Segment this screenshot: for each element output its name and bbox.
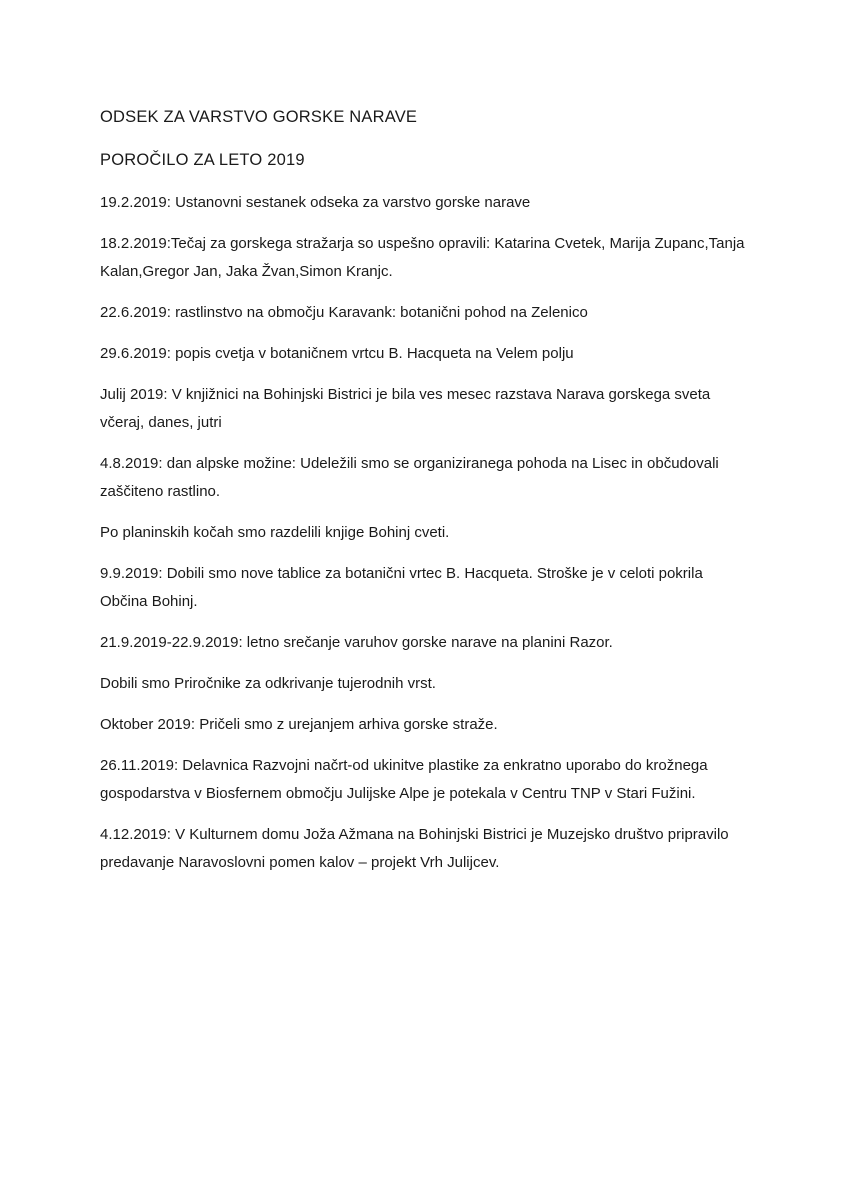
report-entry: Oktober 2019: Pričeli smo z urejanjem arhiva gorske straže.	[100, 716, 498, 733]
report-entry: 4.8.2019: dan alpske možine: Udeležili smo se organiziranega pohoda na Lisec in občudovali zaščiteno rastlino.	[100, 455, 719, 500]
document-title: ODSEK ZA VARSTVO GORSKE NARAVE	[100, 108, 418, 126]
report-entry: 9.9.2019: Dobili smo nove tablice za botanični vrtec B. Hacqueta. Stroške je v celoti pokrila Občina Bohinj.	[100, 565, 703, 610]
report-entry: Po planinskih kočah smo razdelili knjige Bohinj cveti.	[100, 524, 450, 541]
report-entry: 22.6.2019: rastlinstvo na območju Karavank: botanični pohod na Zelenico	[100, 304, 588, 321]
document-subtitle: POROČILO ZA LETO 2019	[100, 151, 305, 169]
report-entry: 4.12.2019: V Kulturnem domu Joža Ažmana na Bohinjski Bistrici je Muzejsko društvo pripravilo predavanje Naravoslovni pomen kalov – projekt Vrh Julijcev.	[100, 826, 729, 871]
report-entry: 21.9.2019-22.9.2019: letno srečanje varuhov gorske narave na planini Razor.	[100, 634, 613, 651]
report-entry: 18.2.2019:Tečaj za gorskega stražarja so uspešno opravili: Katarina Cvetek, Marija Zupanc,Tanja Kalan,Gregor Jan, Jaka Žvan,Simon Kranjc.	[100, 235, 745, 280]
report-entry: Dobili smo Priročnike za odkrivanje tujerodnih vrst.	[100, 675, 436, 692]
report-entry: 19.2.2019: Ustanovni sestanek odseka za varstvo gorske narave	[100, 194, 531, 211]
report-entry: Julij 2019: V knjižnici na Bohinjski Bistrici je bila ves mesec razstava Narava gorskega sveta včeraj, danes, jutri	[100, 386, 711, 431]
report-entry: 29.6.2019: popis cvetja v botaničnem vrtcu B. Hacqueta na Velem polju	[100, 345, 574, 362]
report-entry: 26.11.2019: Delavnica Razvojni načrt-od ukinitve plastike za enkratno uporabo do krožnega gospodarstva v Biosfernem območju Julijske Alpe je potekala v Centru TNP v Stari Fužini.	[100, 757, 708, 802]
